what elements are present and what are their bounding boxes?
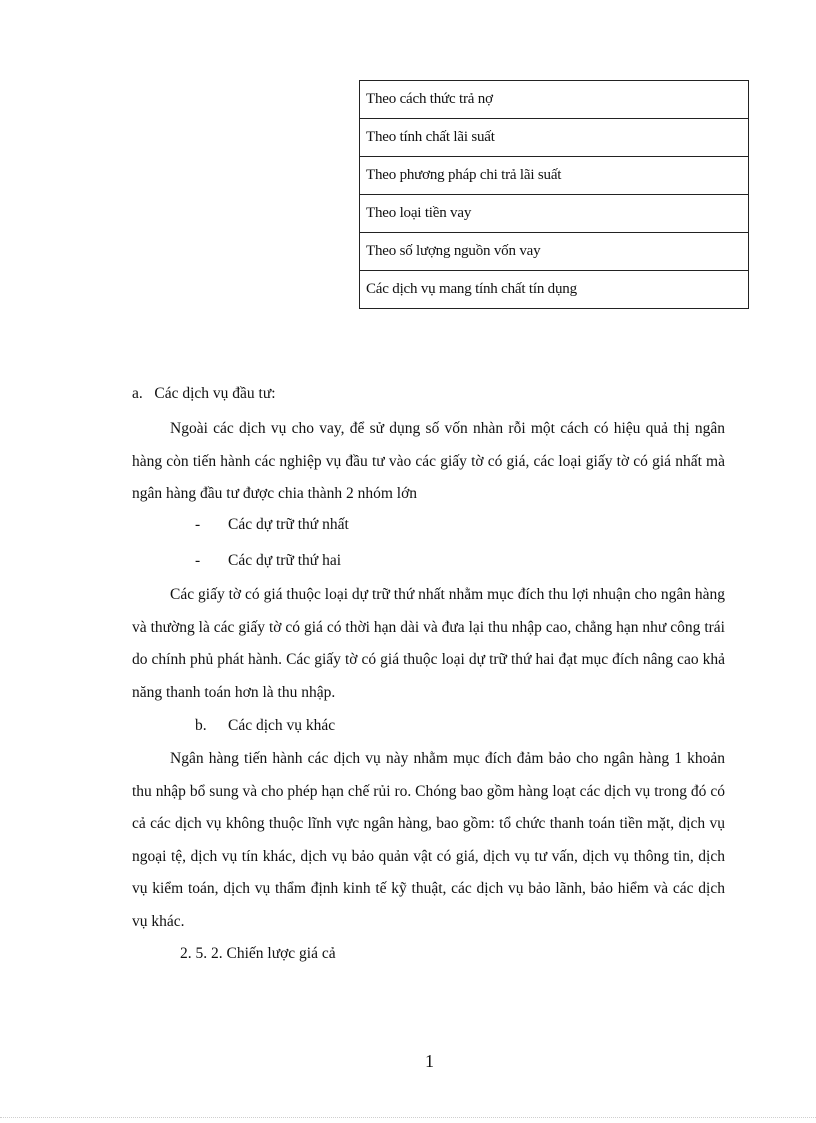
- bullet-dash: -: [195, 516, 201, 533]
- section-b-marker: b.: [195, 717, 207, 734]
- list-item-text: Các dự trữ thứ nhất: [228, 516, 349, 533]
- table-cell: Các dịch vụ mang tính chất tín dụng: [360, 271, 749, 309]
- table-cell: Theo tính chất lãi suất: [360, 119, 749, 157]
- paragraph-text: Ngoài các dịch vụ cho vay, để sử dụng số vốn nhàn rỗi một cách có hiệu quả thị ngân hàng còn tiến hành các nghiệp vụ đầu tư vào các giấy tờ có giá, các loại giấy tờ có giá nhất mà ngân hàng đầu tư được chia thành 2 nhóm lớn: [132, 420, 725, 502]
- table-row: [360, 271, 749, 309]
- paragraph-other-services: [132, 743, 725, 938]
- table-row: [360, 119, 749, 157]
- paragraph-text: Ngân hàng tiến hành các dịch vụ này nhằm mục đích đảm bảo cho ngân hàng 1 khoản thu nhập bổ sung và cho phép hạn chế rủi ro. Chóng bao gồm hàng loạt các dịch vụ trong đó có cả các dịch vụ không thuộc lĩnh vực ngân hàng, bao gồm: tổ chức thanh toán tiền mặt, dịch vụ ngoại tệ, dịch vụ tín khác, dịch vụ bảo quản vật có giá, dịch vụ tư vấn, dịch vụ thông tin, dịch vụ kiểm toán, dịch vụ thẩm định kinh tế kỹ thuật, các dịch vụ bảo lãnh, bảo hiểm và các dịch vụ khác.: [132, 750, 725, 930]
- table-row: [360, 233, 749, 271]
- table-cell: Theo số lượng nguồn vốn vay: [360, 233, 749, 271]
- section-a-heading: [132, 384, 276, 404]
- table-cell: Theo cách thức trả nợ: [360, 81, 749, 119]
- paragraph-investment-intro: [132, 413, 725, 511]
- list-item-text: Các dự trữ thứ hai: [228, 552, 342, 569]
- page-number: 1: [425, 1051, 434, 1071]
- category-table: [359, 80, 749, 309]
- paragraph-reserves: [132, 579, 725, 709]
- section-b-title: Các dịch vụ khác: [228, 717, 336, 734]
- section-a-title: Các dịch vụ đầu tư:: [154, 385, 276, 402]
- bullet-dash: -: [195, 552, 201, 569]
- table-row: [360, 81, 749, 119]
- section-a-marker: a.: [132, 385, 143, 402]
- table-row: [360, 157, 749, 195]
- table-row: [360, 195, 749, 233]
- subsection-heading: 2. 5. 2. Chiến lược giá cả: [180, 945, 336, 962]
- table-cell: Theo phương pháp chi trả lãi suất: [360, 157, 749, 195]
- paragraph-text: Các giấy tờ có giá thuộc loại dự trữ thứ nhất nhằm mục đích thu lợi nhuận cho ngân hàng và thường là các giấy tờ có giá có thời hạn dài và đưa lại thu nhập cao, chẳng hạn như công trái do chính phủ phát hành. Các giấy tờ có giá thuộc loại dự trữ thứ hai đạt mục đích nâng cao khả năng thanh toán hơn là thu nhập.: [132, 586, 725, 701]
- table-cell: Theo loại tiền vay: [360, 195, 749, 233]
- page-edge-divider: [0, 1117, 816, 1118]
